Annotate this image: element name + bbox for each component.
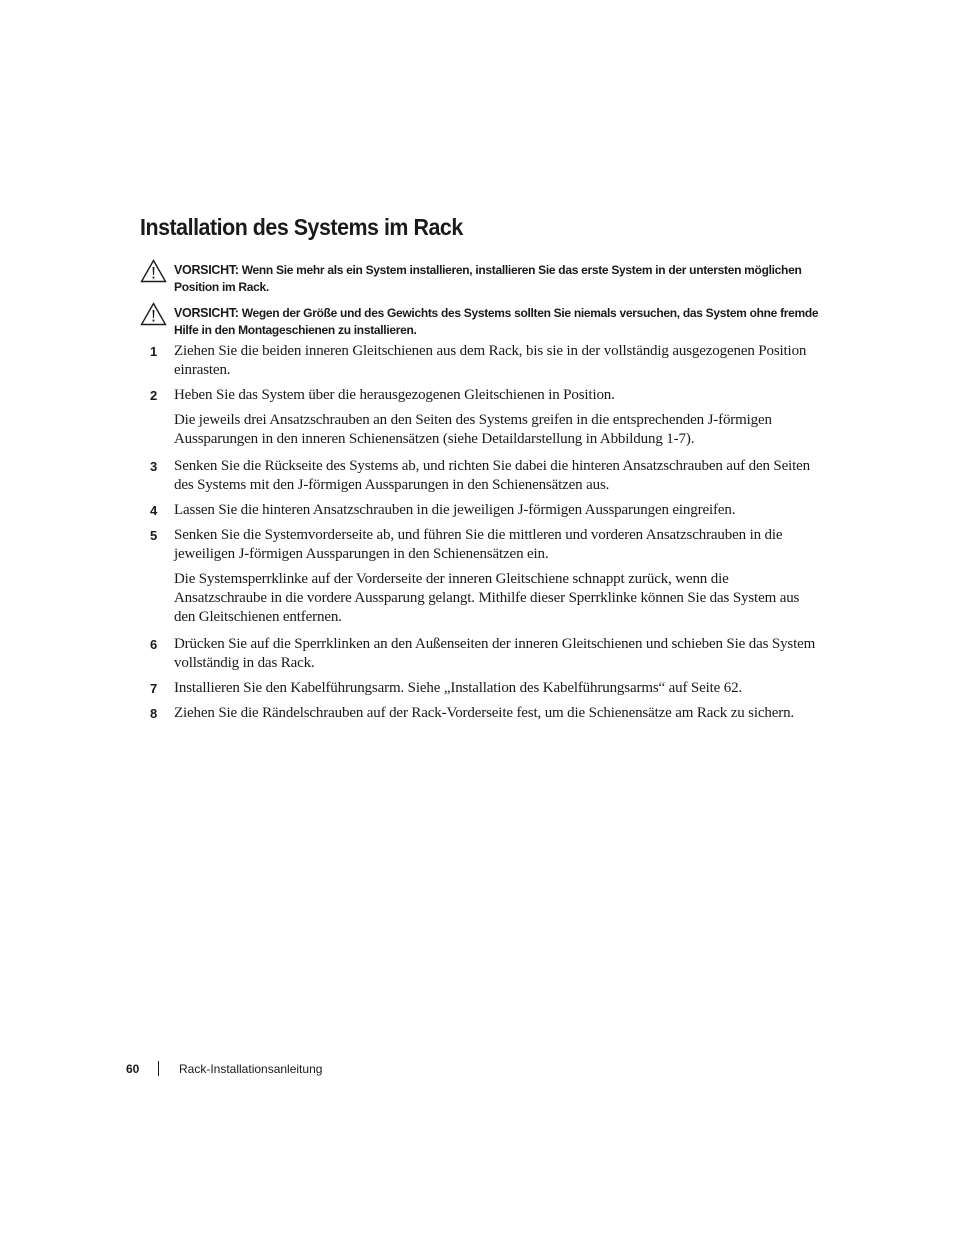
step-note: Die Systemsperrklinke auf der Vorderseite der inneren Gleitschiene schnappt zurück, wenn die Ansatzschraube in die vordere Aussparung gelangt. Mithilfe dieser Sperrklinke können Sie das System aus den Gleitschienen entfernen.	[174, 571, 800, 625]
page-title: Installation des Systems im Rack	[140, 214, 463, 240]
step-number: 1	[150, 344, 158, 359]
step-item	[140, 704, 820, 723]
warning-triangle-icon	[140, 302, 167, 326]
step-number: 7	[150, 681, 158, 696]
step-text: Heben Sie das System über die herausgezogenen Gleitschienen in Position.	[174, 387, 615, 403]
step-item	[140, 635, 820, 673]
caution-label: VORSICHT:	[174, 263, 239, 277]
step-number: 2	[150, 388, 158, 403]
step-item	[140, 679, 820, 698]
step-number: 4	[150, 503, 158, 518]
step-item	[140, 386, 820, 449]
step-item	[140, 457, 820, 495]
caution-notice	[140, 305, 820, 339]
caution-text: Wenn Sie mehr als ein System installieren, installieren Sie das erste System in der untersten möglichen Position im Rack.	[174, 263, 802, 294]
step-text: Ziehen Sie die beiden inneren Gleitschienen aus dem Rack, bis sie in der vollständig ausgezogenen Position einrasten.	[174, 343, 807, 378]
warning-triangle-icon	[140, 259, 167, 283]
step-number: 6	[150, 637, 158, 652]
step-note: Die jeweils drei Ansatzschrauben an den Seiten des Systems greifen in die entsprechenden J-förmigen Aussparungen in den inneren Schienensätzen (siehe Detaildarstellung in Abbildung 1-7).	[174, 412, 772, 447]
step-item	[140, 526, 820, 627]
step-item	[140, 501, 820, 520]
step-text: Ziehen Sie die Rändelschrauben auf der Rack-Vorderseite fest, um die Schienensätze am Rack zu sichern.	[174, 705, 795, 721]
footer-doc-title: Rack-Installationsanleitung	[179, 1062, 323, 1076]
step-text: Drücken Sie auf die Sperrklinken an den Außenseiten der inneren Gleitschienen und schieben Sie das System vollständig in das Rack.	[174, 636, 816, 671]
caution-label: VORSICHT:	[174, 306, 239, 320]
step-text: Lassen Sie die hinteren Ansatzschrauben in die jeweiligen J-förmigen Aussparungen eingreifen.	[174, 502, 736, 518]
step-item	[140, 342, 820, 380]
page-number: 60	[126, 1062, 140, 1076]
step-text: Senken Sie die Rückseite des Systems ab, und richten Sie dabei die hinteren Ansatzschrauben auf den Seiten des Systems mit den J-förmigen Aussparungen in den Schienensätzen aus.	[174, 458, 811, 493]
step-text: Senken Sie die Systemvorderseite ab, und führen Sie die mittleren und vorderen Ansatzschrauben in die jeweiligen J-förmigen Aussparungen in den Schienensätzen ein.	[174, 527, 783, 562]
caution-text: Wegen der Größe und des Gewichts des Systems sollten Sie niemals versuchen, das System ohne fremde Hilfe in den Montageschienen zu installieren.	[174, 306, 819, 337]
step-number: 8	[150, 706, 158, 721]
step-number: 5	[150, 528, 158, 543]
footer-divider	[158, 1061, 159, 1076]
caution-notice	[140, 262, 820, 296]
step-text: Installieren Sie den Kabelführungsarm. Siehe „Installation des Kabelführungsarms“ auf Seite 62.	[174, 680, 743, 696]
step-number: 3	[150, 459, 158, 474]
